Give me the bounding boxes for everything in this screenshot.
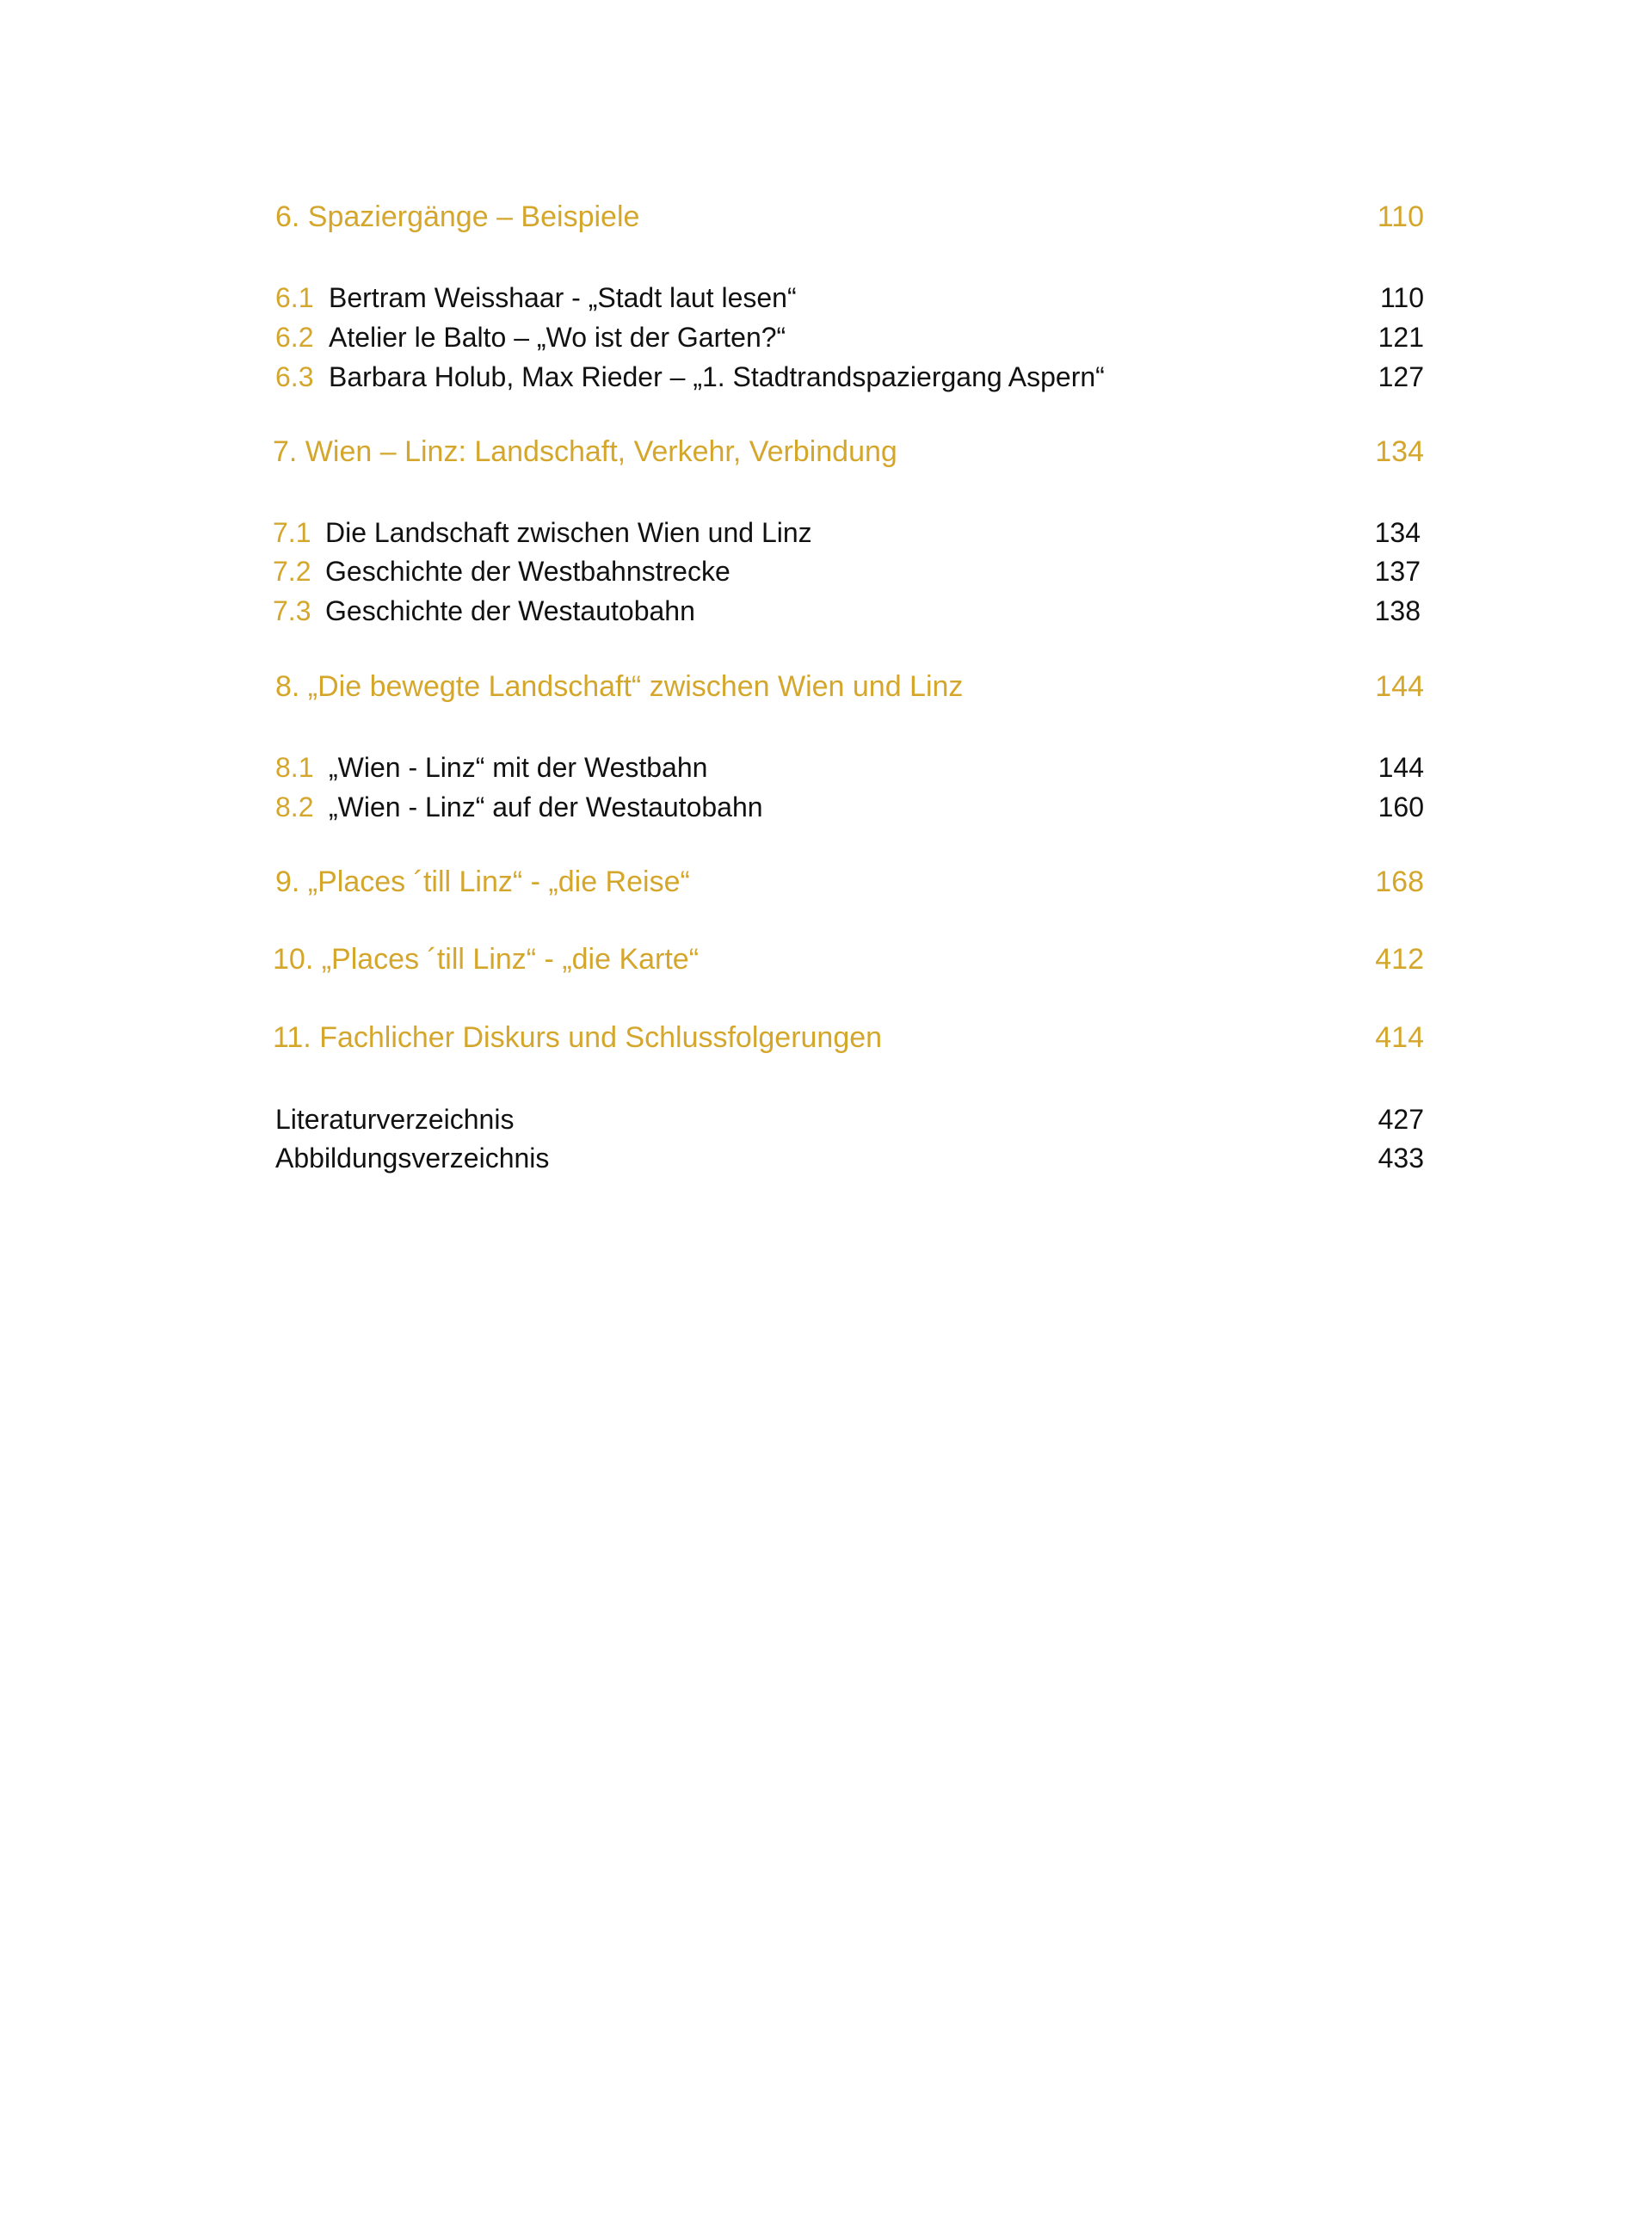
- page-number: 110: [1377, 200, 1424, 233]
- toc-chapter-6: [0, 200, 1652, 234]
- entry-title: Literaturverzeichnis: [275, 1104, 515, 1135]
- page-number: 433: [1378, 1143, 1424, 1174]
- chapter-title: 9. „Places ´till Linz“ - „die Reise“: [275, 866, 690, 898]
- toc-chapter-9: [0, 865, 1652, 899]
- section-number: 7.2: [273, 556, 311, 587]
- section-number: 7.1: [273, 517, 311, 548]
- toc-section-7-2: [0, 555, 1652, 588]
- section-title: Barbara Holub, Max Rieder – „1. Stadtrandspaziergang Aspern“: [329, 361, 1105, 392]
- page-number: 427: [1378, 1104, 1424, 1135]
- page-number: 134: [1375, 435, 1424, 468]
- page-number: 160: [1378, 792, 1424, 822]
- section-title: Die Landschaft zwischen Wien und Linz: [325, 517, 812, 548]
- page-number: 412: [1375, 943, 1424, 976]
- page-number: 144: [1378, 752, 1424, 783]
- chapter-title: 7. Wien – Linz: Landschaft, Verkehr, Verbindung: [273, 435, 897, 468]
- section-title: Atelier le Balto – „Wo ist der Garten?“: [329, 322, 786, 353]
- page-number: 168: [1375, 866, 1424, 898]
- toc-chapter-8: [0, 669, 1652, 704]
- chapter-title: 6. Spaziergänge – Beispiele: [275, 200, 640, 233]
- section-title: Geschichte der Westautobahn: [325, 595, 695, 626]
- section-number: 8.1: [275, 752, 314, 783]
- page-number: 137: [1374, 556, 1421, 587]
- toc-section-7-1: [0, 516, 1652, 549]
- section-number: 6.1: [275, 282, 314, 313]
- section-number: 6.3: [275, 361, 314, 392]
- page-number: 138: [1374, 595, 1421, 626]
- page-number: 414: [1375, 1021, 1424, 1054]
- page-number: 110: [1379, 282, 1424, 313]
- section-title: „Wien - Linz“ auf der Westautobahn: [329, 792, 763, 822]
- page-number: 144: [1375, 670, 1424, 703]
- entry-title: Abbildungsverzeichnis: [275, 1143, 550, 1174]
- toc-literaturverzeichnis: [0, 1103, 1652, 1136]
- toc-section-6-3: [0, 360, 1652, 393]
- section-title: „Wien - Linz“ mit der Westbahn: [329, 752, 708, 783]
- page-number: 127: [1378, 361, 1424, 392]
- chapter-title: 10. „Places ´till Linz“ - „die Karte“: [273, 943, 700, 976]
- toc-abbildungsverzeichnis: [0, 1142, 1652, 1174]
- toc-chapter-11: [0, 1020, 1652, 1055]
- section-title: Geschichte der Westbahnstrecke: [325, 556, 730, 587]
- section-title: Bertram Weisshaar - „Stadt laut lesen“: [329, 282, 797, 313]
- chapter-title: 8. „Die bewegte Landschaft“ zwischen Wien und Linz: [275, 670, 964, 703]
- toc-section-8-2: [0, 791, 1652, 823]
- section-number: 8.2: [275, 792, 314, 822]
- page-number: 134: [1374, 517, 1421, 548]
- toc-chapter-7: [0, 434, 1652, 469]
- page-number: 121: [1378, 322, 1424, 353]
- toc-section-6-2: [0, 321, 1652, 354]
- section-number: 7.3: [273, 595, 311, 626]
- section-number: 6.2: [275, 322, 314, 353]
- chapter-title: 11. Fachlicher Diskurs und Schlussfolgerungen: [273, 1021, 883, 1054]
- toc-section-8-1: [0, 751, 1652, 784]
- toc-chapter-10: [0, 942, 1652, 976]
- toc-section-6-1: [0, 281, 1652, 314]
- toc-section-7-3: [0, 595, 1652, 627]
